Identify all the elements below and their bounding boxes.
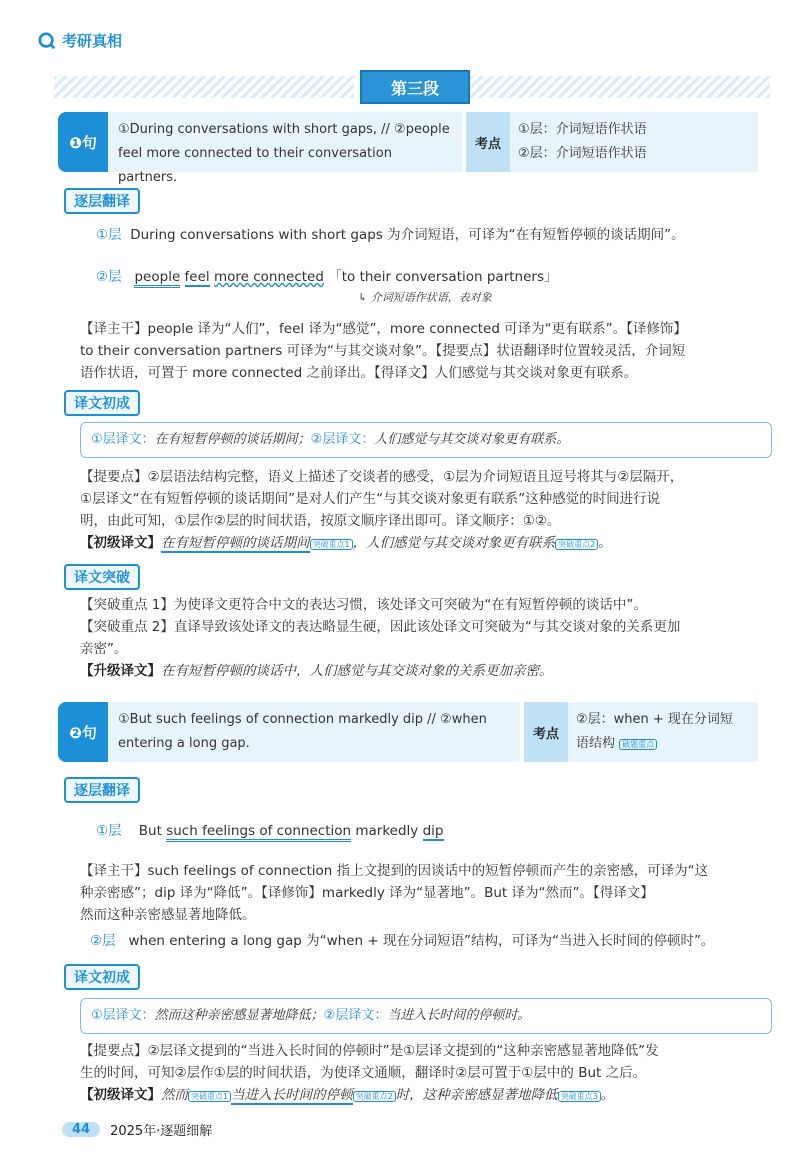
- key-point-2-text: 语结构: [576, 736, 616, 751]
- s1-tip-line: ①层译文“在有短暂停顿的谈话期间”是对人们产生“与其交谈对象更有联系”这种感觉的时间进行说: [80, 491, 661, 507]
- book-title: 2025年·逐题细解: [110, 1124, 213, 1139]
- s1-box-a-text: 在有短暂停顿的谈话期间；: [154, 432, 311, 447]
- s2-stamp-1: 突破重点1: [188, 1091, 231, 1102]
- sentence-2-row: [58, 702, 758, 762]
- sentence-1-line-a: ①During conversations with short gaps, // ②people: [118, 122, 450, 137]
- key-point-label: 考点: [524, 702, 568, 762]
- tag-breakthrough: 译文突破: [64, 564, 140, 590]
- s2-initial-box: [80, 998, 772, 1034]
- sentence-2-number: ❷句: [58, 702, 108, 762]
- s2-main-line: 然而这种亲密感显著地降低。: [80, 907, 256, 923]
- s2-basic-translation: [80, 1084, 760, 1108]
- sentence-2-line-b: entering a long gap.: [118, 736, 250, 751]
- s1-breakthroughs: [80, 594, 760, 682]
- s1-tip-line: 明，由此可知，①层作②层的时间状语，按原文顺序译出即可。译文顺序：①②。: [80, 513, 561, 529]
- s2-tip-line: 生的时间，可知②层作①层的时间状语，为使译文通顺，翻译时②层可置于①层中的 But 之后。: [80, 1065, 647, 1081]
- key-point-2: [576, 732, 750, 757]
- key-point-1: ①层：介词短语作状语: [518, 122, 647, 137]
- tag-layer-translation: 逐层翻译: [64, 188, 140, 214]
- section-title: 第三段: [360, 70, 470, 104]
- s1-basic-end: 。: [598, 535, 612, 551]
- s1-box-a-label: ①层译文：: [91, 432, 155, 447]
- s1-box-b-text: 人们感觉与其交谈对象更有联系。: [374, 432, 570, 447]
- s1-basic-a: 在有短暂停顿的谈话期间: [161, 535, 310, 551]
- s2-but: But: [138, 823, 162, 839]
- s2-box-a-text: 然而这种亲密感显著地降低；: [154, 1008, 324, 1023]
- arrow-icon: ↳: [358, 291, 371, 304]
- sentence-1-text: [108, 112, 462, 185]
- key-point-2: ②层：介词短语作状语: [518, 146, 647, 161]
- s1-verb-feel: feel: [184, 269, 210, 285]
- s2-basic-b: 当进入长时间的停顿: [231, 1087, 353, 1103]
- s2-verb: dip: [422, 823, 444, 839]
- s2-tips: [80, 1040, 760, 1084]
- s1-layer2-label: ②层: [96, 269, 122, 285]
- page-number: 44: [62, 1122, 100, 1137]
- s2-box-b-label: ②层译文：: [323, 1008, 388, 1023]
- s2-layer2: [90, 930, 770, 952]
- s1-initial-box: [80, 422, 772, 458]
- s1-main-line: 【译主干】people 译为“人们”，feel 译为“感觉”，more connected 可译为“更有联系”。【译修饰】: [80, 321, 687, 337]
- sentence-2-text: [108, 702, 520, 762]
- title-decoration-left: [54, 76, 354, 98]
- key-point-body: [510, 112, 758, 172]
- s2-layer1-label: ①层: [96, 823, 122, 839]
- s1-break-2b: 亲密”。: [80, 641, 128, 657]
- s2-layer1: [96, 820, 776, 842]
- s2-basic-end: 。: [600, 1087, 615, 1103]
- s2-main-line: 种亲密感”；dip 译为“降低”。【译修饰】markedly 译为“显著地”。But 译为“然而”。【得译文】: [80, 885, 654, 901]
- s2-basic-c: 时，这种亲密感显著地降低: [395, 1087, 558, 1103]
- page-footer: [62, 1120, 212, 1139]
- key-point-1: ②层：when + 现在分词短: [576, 712, 733, 727]
- title-decoration-right: [470, 76, 770, 98]
- s2-subject: such feelings of connection: [166, 823, 351, 842]
- key-point-stamp: 破题重点: [619, 739, 657, 750]
- s1-layer1-label: ①层: [96, 227, 122, 243]
- s1-break-2a: 【突破重点 2】直译导致该处译文的表达略显生硬，因此该处译文可突破为“与其交谈对象的关系更加: [80, 619, 681, 635]
- s2-box-a-label: ①层译文：: [91, 1008, 155, 1023]
- s1-upgrade: [80, 660, 760, 682]
- s1-upgrade-label: 【升级译文】: [80, 663, 161, 679]
- s2-layer2-text: when entering a long gap 为“when + 现在分词短语”结构，可译为“当进入长时间的停顿时”。: [128, 933, 715, 949]
- s1-upgrade-text: 在有短暂停顿的谈话中，人们感觉与其交谈对象的关系更加亲密。: [161, 663, 553, 679]
- s1-adverbial-bracket: 「to their conversation partners」: [328, 269, 558, 285]
- s1-tips: [80, 466, 760, 532]
- s1-layer2-note: [358, 289, 492, 305]
- tag-initial-translation: 译文初成: [64, 964, 140, 990]
- sentence-1-number: ❶句: [58, 112, 108, 172]
- s1-tip-line: 【提要点】②层语法结构完整，语义上描述了交谈者的感受，①层为介词短语且逗号将其与②层隔开，: [80, 469, 684, 485]
- s1-basic-b: ，人们感觉与其交谈对象更有联系: [352, 535, 556, 551]
- s1-break-1: 【突破重点 1】为使译文更符合中文的表达习惯，该处译文可突破为“在有短暂停顿的谈话中”。: [80, 597, 647, 613]
- key-point-label: 考点: [466, 112, 510, 172]
- key-point-body: [568, 702, 758, 762]
- search-q-icon: [38, 32, 56, 50]
- s1-layer1-text: During conversations with short gaps 为介词短语，可译为“在有短暂停顿的谈话期间”。: [130, 227, 685, 243]
- s1-main-line: to their conversation partners 可译为“与其交谈对象”。【提要点】状语翻译时位置较灵活，介词短: [80, 343, 686, 359]
- s1-box-b-label: ②层译文：: [310, 432, 375, 447]
- s2-basic-a: 然而: [161, 1087, 188, 1103]
- s1-subject-people: people: [134, 269, 180, 288]
- s2-tip-line: 【提要点】②层译文提到的“当进入长时间的停顿时”是①层译文提到的“这种亲密感显著地降低”发: [80, 1043, 659, 1059]
- s1-layer2-note-text: 介词短语作状语，表对象: [370, 291, 492, 304]
- sentence-2-line-a: ①But such feelings of connection markedly dip // ②when: [118, 712, 487, 727]
- s2-stamp-2: 突破重点2: [353, 1091, 396, 1102]
- s1-basic-translation: [80, 532, 760, 556]
- sentence-1-row: [58, 112, 758, 185]
- s2-stamp-3: 突破重点3: [558, 1091, 601, 1102]
- s1-basic-label: 【初级译文】: [80, 535, 161, 551]
- s1-predicative: more connected: [213, 269, 324, 285]
- s1-layer1: [96, 224, 776, 246]
- s2-main-line: 【译主干】such feelings of connection 指上文提到的因谈话中的短暂停顿而产生的亲密感，可译为“这: [80, 863, 709, 879]
- s2-adverb: markedly: [355, 823, 419, 839]
- tag-initial-translation: 译文初成: [64, 390, 140, 416]
- s1-stamp-1: 突破重点1: [310, 539, 353, 550]
- sentence-1-line-b: feel more connected to their conversation partners.: [118, 146, 392, 185]
- brand: [38, 30, 122, 51]
- s1-layer2: [96, 266, 776, 288]
- s2-main-analysis: [80, 860, 760, 926]
- s2-layer2-label: ②层: [90, 933, 116, 949]
- brand-text: 考研真相: [62, 32, 123, 50]
- tag-layer-translation: 逐层翻译: [64, 777, 140, 803]
- s2-basic-label: 【初级译文】: [80, 1087, 161, 1103]
- s1-main-line: 语作状语，可置于 more connected 之前译出。【得译文】人们感觉与其交谈对象更有联系。: [80, 365, 638, 381]
- s1-main-analysis: [80, 318, 760, 384]
- s2-box-b-text: 当进入长时间的停顿时。: [387, 1008, 531, 1023]
- s1-stamp-2: 突破重点2: [555, 539, 598, 550]
